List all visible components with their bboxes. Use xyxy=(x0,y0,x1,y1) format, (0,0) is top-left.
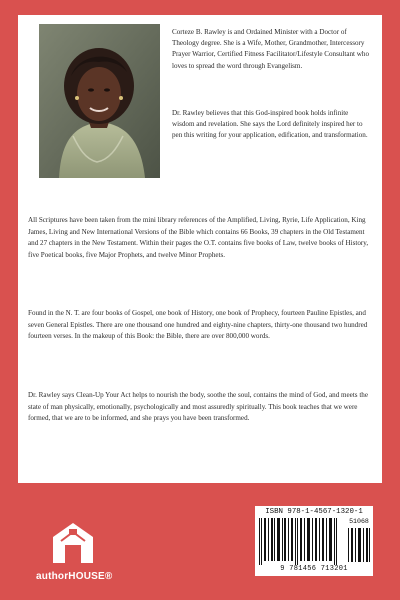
price-barcode-bars xyxy=(347,528,371,562)
barcode-number: 9 781456 713201 xyxy=(280,565,348,573)
isbn-label: ISBN 978-1-4567-1320-1 xyxy=(265,508,363,516)
barcode-bars xyxy=(255,518,343,565)
description-paragraph-3: Dr. Rawley says Clean-Up Your Act helps to nourish the body, soothe the soul, contains the mind of God, and meets the state of man physically, emotionally, psychologically and most assuredly spiritually. This book teaches that we were formed, that we are to be informed, and she prays you have been transformed. xyxy=(28,391,368,422)
description-paragraph-2: Found in the N. T. are four books of Gospel, one book of History, one book of Prophecy, fourteen Pauline Epistles, and seven General Epistles. There are one thousand one hundred and eighty-nine chapters, thirty-one thousand two hundred fourteen verses. In the makeup of this Book: the Bible, there are over 800,000 words. xyxy=(28,309,368,340)
price-code: 51068 xyxy=(349,518,369,525)
publisher-name: authorHOUSE® xyxy=(36,571,113,582)
isbn-barcode xyxy=(255,506,373,576)
author-portrait-image xyxy=(39,24,160,178)
author-photo xyxy=(39,24,160,178)
back-cover-text-panel xyxy=(18,15,382,483)
author-bio-paragraph-1: Corteze B. Rawley is and Ordained Minister with a Doctor of Theology degree. She is a Wife, Mother, Grandmother, Intercessory Prayer Warrior, Certified Fitness Facilitator/Lifestyle Consultant who loves to spread the word through Evangelism. xyxy=(172,28,370,70)
description-paragraph-1: All Scriptures have been taken from the mini library references of the Amplified, Living, Ryrie, Life Application, King James, Living and New International Versions of the Bible which contains 66 Books, 39 chapters in the Old Testament and 27 chapters in the New Testament. Within their pages the O.T. contains five books of Law, twelve books of History, five Poetical books, five Major Prophets, and twelve Minor Prophets. xyxy=(28,216,369,259)
authorhouse-logo-icon xyxy=(51,521,95,565)
publisher-logo xyxy=(36,521,116,583)
author-bio-paragraph-2: Dr. Rawley believes that this God-inspired book holds infinite wisdom and revelation. She says the Lord definitely inspired her to pen this writing for your application, edification, and transformation. xyxy=(172,109,368,140)
